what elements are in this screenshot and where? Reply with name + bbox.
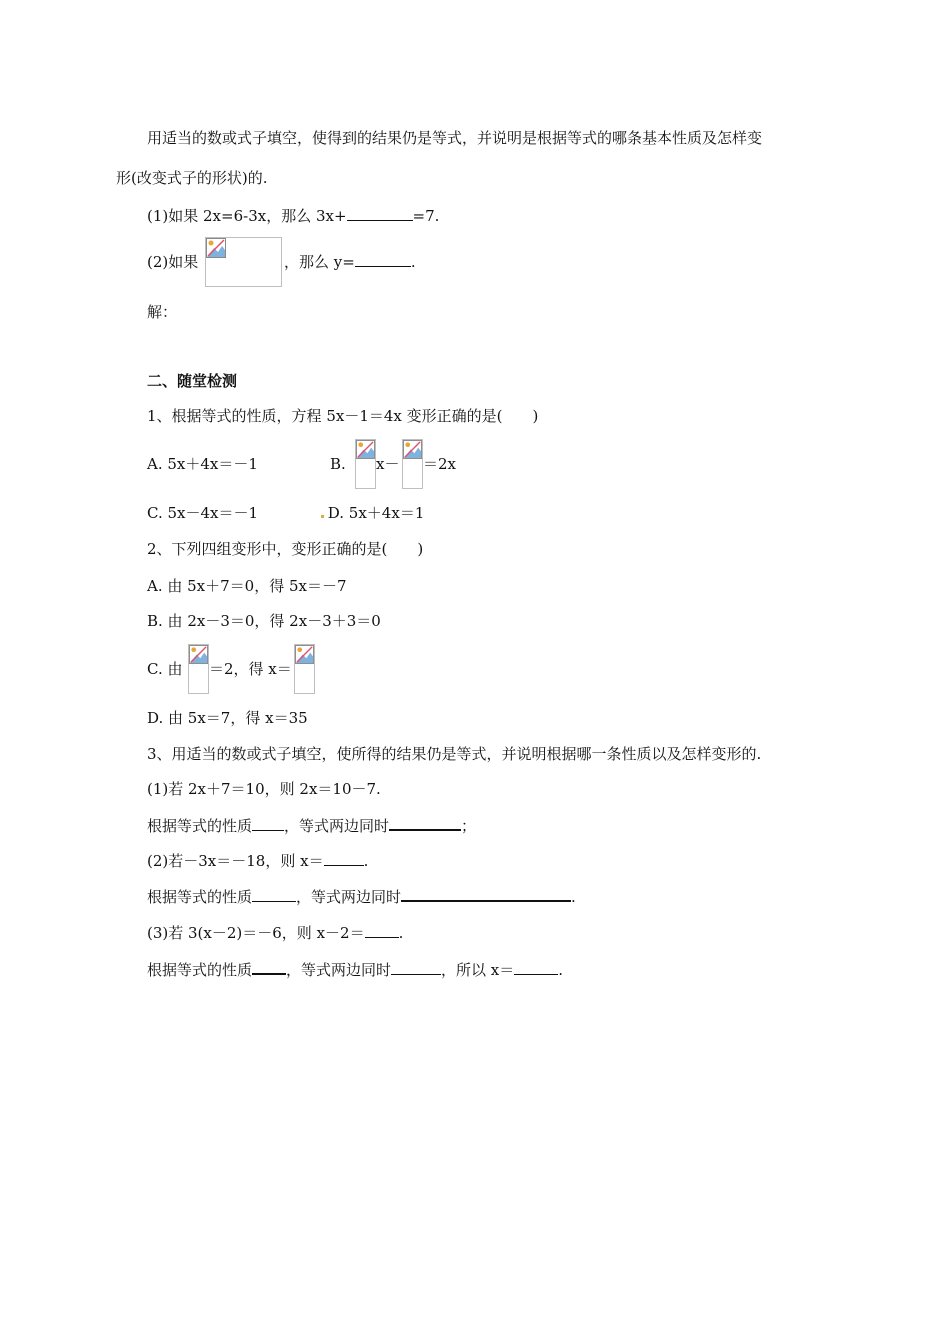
- answer-blank[interactable]: [389, 815, 461, 831]
- q2-option-a: A. 由 5x＋7＝0，得 5x＝－7: [147, 577, 347, 595]
- reason-text: ；: [461, 817, 477, 835]
- q3-part-2-reason: [147, 886, 576, 907]
- q2-option-b: B. 由 2x－3＝0，得 2x－3＋3＝0: [147, 612, 381, 630]
- broken-image-icon: [402, 439, 423, 489]
- answer-blank[interactable]: [252, 816, 284, 831]
- answer-blank[interactable]: [252, 887, 296, 902]
- q3-part-3-reason: [147, 959, 563, 980]
- answer-blank[interactable]: [365, 923, 399, 938]
- reason-text: .: [571, 888, 576, 906]
- broken-image-icon: [294, 644, 315, 694]
- answer-blank[interactable]: [391, 960, 441, 975]
- section-title: 二、随堂检测: [147, 372, 238, 390]
- broken-image-icon: [355, 439, 376, 489]
- answer-label: 解：: [147, 303, 178, 321]
- reason-text: ，所以 x＝: [441, 961, 515, 979]
- q1-option-a: A. 5x＋4x＝－1: [147, 455, 258, 473]
- broken-image-icon: [188, 644, 209, 694]
- reason-text: ，等式两边同时: [286, 961, 392, 979]
- reason-text: ，等式两边同时: [284, 817, 390, 835]
- broken-image-icon: [205, 237, 282, 287]
- q2-prefix: (2)如果: [147, 253, 199, 271]
- q1-option-b-mid: x－: [376, 455, 400, 473]
- q3-part-1: (1)若 2x＋7＝10，则 2x＝10－7.: [147, 780, 381, 798]
- reason-text: 根据等式的性质: [147, 817, 253, 835]
- question-end: .: [398, 924, 404, 942]
- q1-suffix: =7.: [412, 207, 440, 225]
- q3-part-2: [147, 851, 368, 871]
- q1-option-c: C. 5x－4x＝－1: [147, 504, 259, 522]
- marker-dot: [321, 515, 324, 518]
- intro-question-2: [147, 252, 198, 272]
- q2-option-c-mid: ＝2，得 x＝: [209, 660, 292, 678]
- answer-blank[interactable]: [355, 252, 411, 267]
- answer-blank[interactable]: [252, 959, 286, 975]
- intro-question-1: [147, 206, 439, 226]
- q3-part-1-reason: [147, 815, 476, 836]
- q1-prefix: (1)如果 2x=6-3x，那么 3x+: [147, 207, 347, 225]
- q2-end: .: [410, 253, 416, 271]
- reason-text: .: [558, 961, 564, 979]
- intro-question-2-rest: [284, 252, 416, 272]
- q2-suffix: ，那么 y=: [284, 253, 355, 271]
- q2-option-d: D. 由 5x＝7，得 x＝35: [147, 709, 308, 727]
- question-text: (3)若 3(x－2)＝－6，则 x－2＝: [147, 924, 365, 942]
- intro-line-2: 形(改变式子的形状)的.: [116, 169, 268, 187]
- q1-option-d: [322, 503, 424, 523]
- reason-text: ，等式两边同时: [296, 888, 402, 906]
- answer-blank[interactable]: [514, 960, 558, 975]
- q2-option-c-prefix: C. 由: [147, 660, 183, 678]
- q1-stem: 1、根据等式的性质，方程 5x－1＝4x 变形正确的是( ): [147, 407, 539, 425]
- question-end: .: [363, 852, 369, 870]
- answer-blank[interactable]: [324, 851, 364, 866]
- q1-option-b-label: B.: [330, 455, 346, 473]
- answer-blank[interactable]: [401, 886, 571, 902]
- q3-stem: 3、用适当的数或式子填空，使所得的结果仍是等式，并说明根据哪一条性质以及怎样变形的.: [147, 745, 762, 763]
- answer-blank[interactable]: [347, 206, 413, 221]
- q3-part-3: [147, 923, 403, 943]
- q1-option-b-suffix: ＝2x: [423, 455, 457, 473]
- intro-line-1: 用适当的数或式子填空，使得到的结果仍是等式，并说明是根据等式的哪条基本性质及怎样变: [147, 129, 763, 147]
- q2-stem: 2、下列四组变形中，变形正确的是( ): [147, 540, 424, 558]
- reason-text: 根据等式的性质: [147, 888, 253, 906]
- reason-text: 根据等式的性质: [147, 961, 253, 979]
- question-text: (2)若－3x＝－18，则 x＝: [147, 852, 324, 870]
- q1-option-d-text: D. 5x＋4x＝1: [327, 504, 425, 522]
